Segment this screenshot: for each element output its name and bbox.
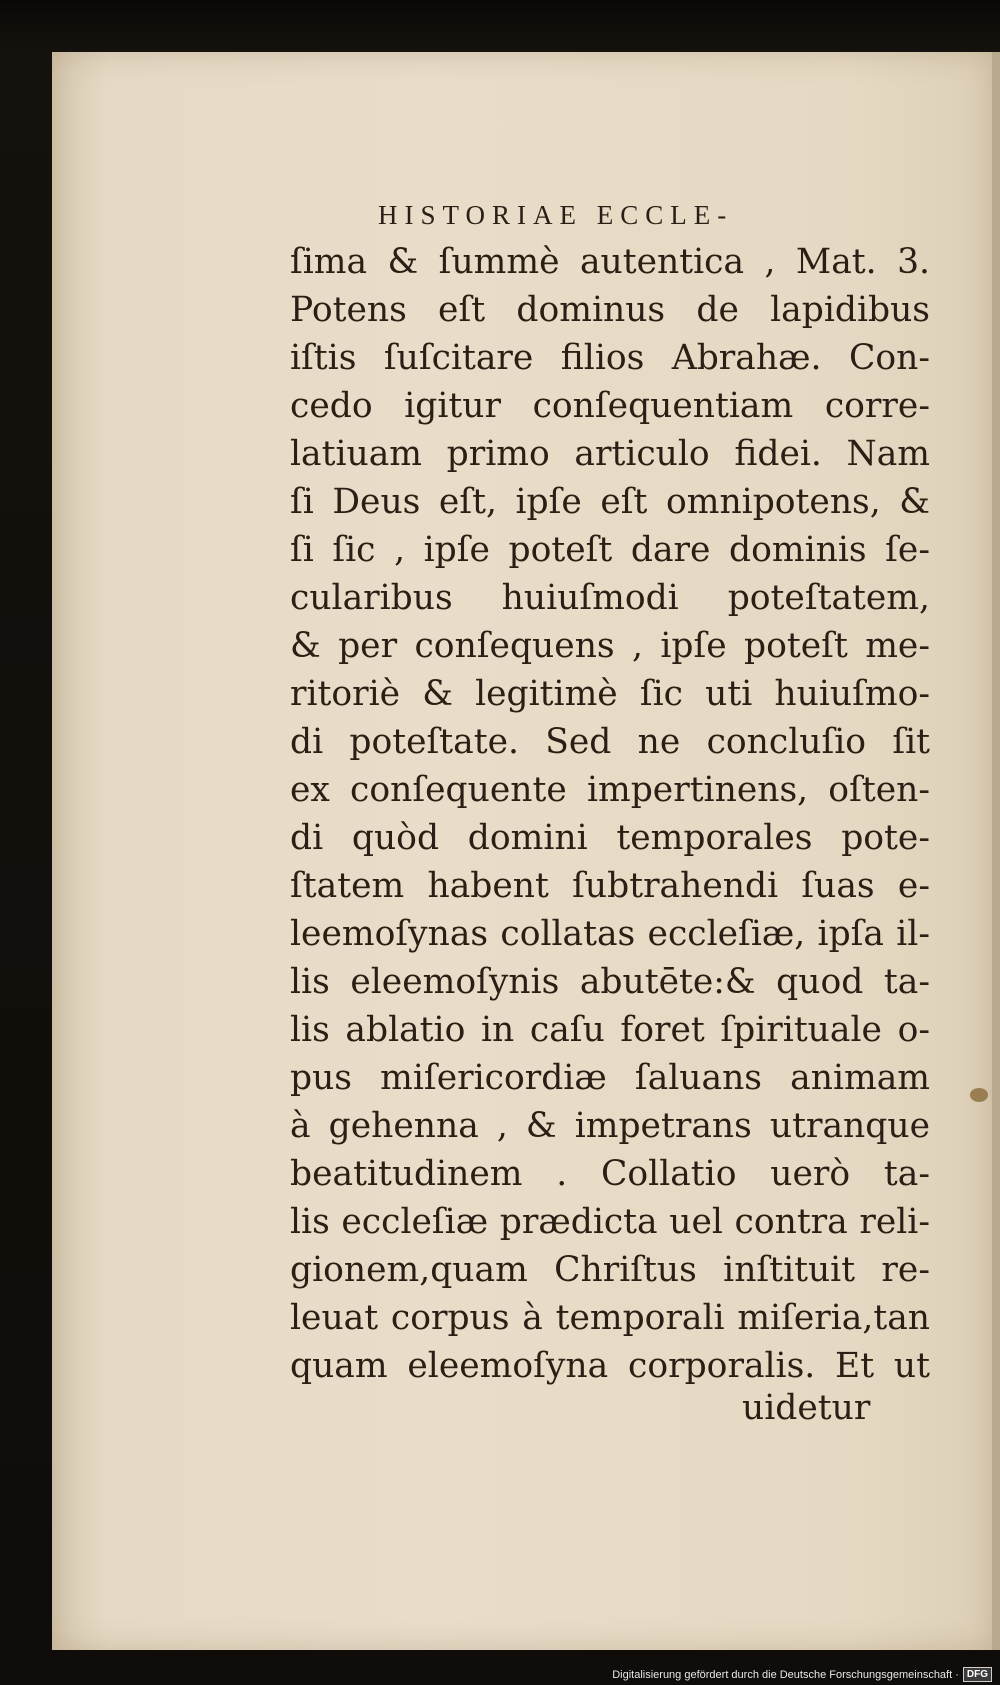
text-line: pus miſericordiæ ſaluans animam xyxy=(290,1058,930,1098)
text-line: ritoriè & legitimè ſic uti huiuſmo- xyxy=(290,674,930,714)
text-line: Potens eſt dominus de lapidibus xyxy=(290,290,930,330)
text-line: ſima & ſummè autentica , Mat. 3. xyxy=(290,242,930,282)
text-line: ex conſequente impertinens, oſten- xyxy=(290,770,930,810)
text-line: ſtatem habent ſubtrahendi ſuas e- xyxy=(290,866,930,906)
text-line: lis eccleſiæ prædicta uel contra reli- xyxy=(290,1202,930,1242)
text-line: & per conſequens , ipſe poteſt me- xyxy=(290,626,930,666)
text-line: beatitudinem . Collatio uerò ta- xyxy=(290,1154,930,1194)
funding-notice: Digitalisierung gefördert durch die Deutsche Forschungsgemeinschaft · xyxy=(612,1668,959,1681)
text-line: di quòd domini temporales pote- xyxy=(290,818,930,858)
body-text xyxy=(290,238,930,1390)
text-line: di poteſtate. Sed ne concluſio ſit xyxy=(290,722,930,762)
text-line: quam eleemoſyna corporalis. Et ut xyxy=(290,1346,930,1386)
digitization-footer xyxy=(612,1667,992,1682)
running-head: HISTORIAE ECCLE- xyxy=(378,200,734,230)
text-line: lis ablatio in caſu foret ſpirituale o- xyxy=(290,1010,930,1050)
dfg-logo-icon: DFG xyxy=(963,1667,992,1682)
text-line: iſtis ſuſcitare filios Abrahæ. Con- xyxy=(290,338,930,378)
page-edge xyxy=(992,52,1000,1650)
text-line: latiuam primo articulo fidei. Nam xyxy=(290,434,930,474)
text-line: leuat corpus à temporali miſeria,tan xyxy=(290,1298,930,1338)
text-line: ſi Deus eſt, ipſe eſt omnipotens, & xyxy=(290,482,930,522)
catchword: uidetur xyxy=(742,1388,871,1428)
text-line: ſi ſic , ipſe poteſt dare dominis ſe- xyxy=(290,530,930,570)
text-line: à gehenna , & impetrans utranque xyxy=(290,1106,930,1146)
ink-stain xyxy=(970,1088,988,1102)
text-line: cedo igitur conſequentiam corre- xyxy=(290,386,930,426)
text-line: gionem,quam Chriſtus inſtituit re- xyxy=(290,1250,930,1290)
text-line: leemoſynas collatas eccleſiæ, ipſa il- xyxy=(290,914,930,954)
text-line: lis eleemoſynis abutēte:& quod ta- xyxy=(290,962,930,1002)
text-line: cularibus huiuſmodi poteſtatem, xyxy=(290,578,930,618)
